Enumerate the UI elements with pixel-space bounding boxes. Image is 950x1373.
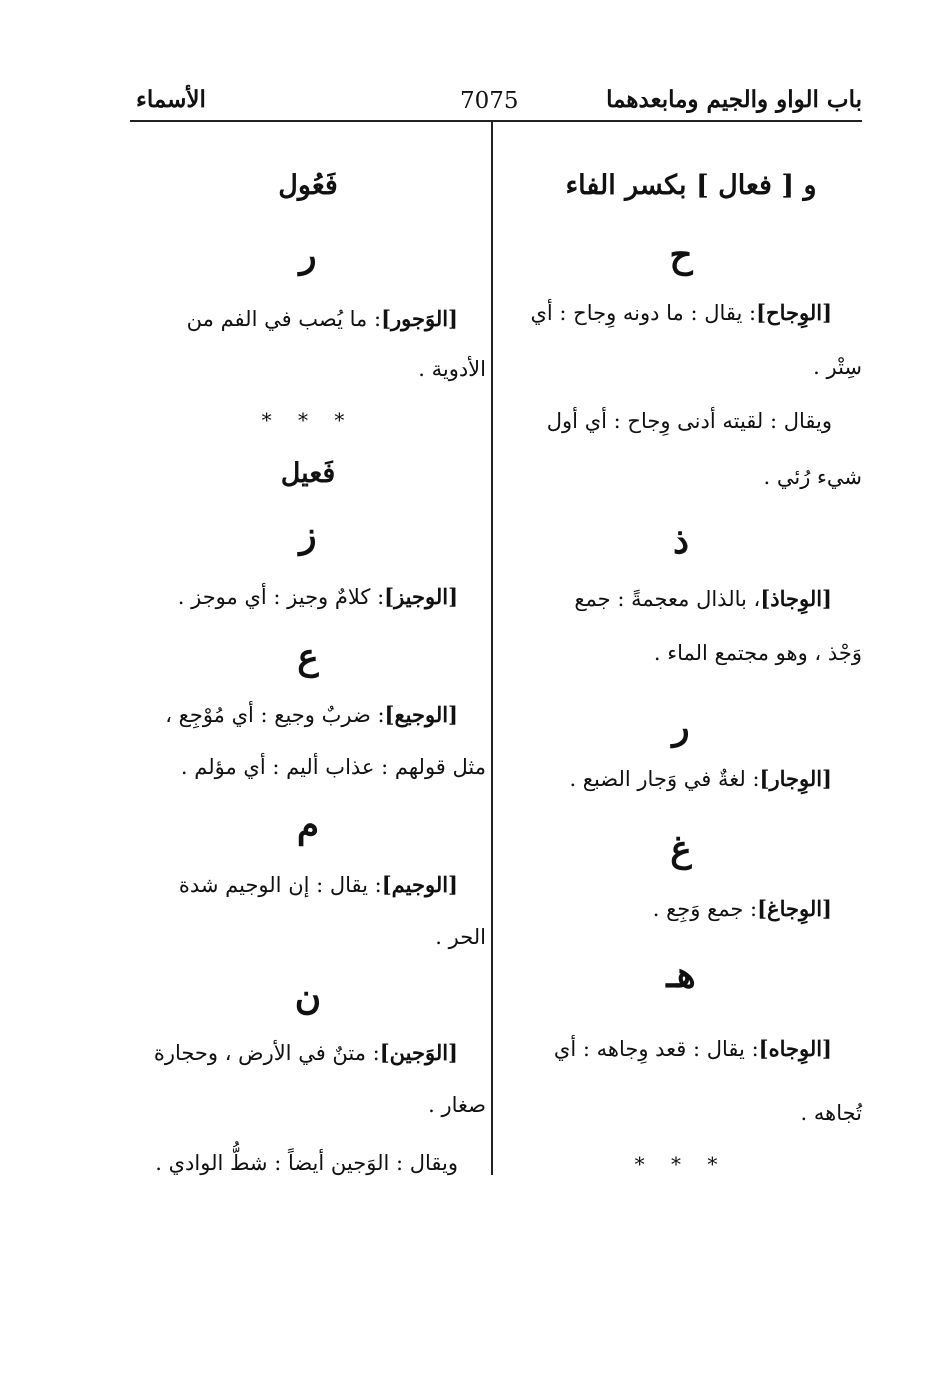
section-separator-stars: * * * [634,1152,728,1176]
entry-wajim-cont: الحر . [435,925,486,949]
section-separator-stars: * * * [261,408,355,432]
entry-wijadh [574,584,832,614]
definition: : متنٌ في الأرض ، وحجارة [153,1041,380,1065]
headword: [الوجيز] [384,584,458,609]
letter-heading-dhal: ذ [672,520,690,562]
definition: : ما يُصب في الفم من [186,307,382,331]
letter-heading-ghayn: غ [670,828,692,870]
entry-wajur-cont: الأدوية . [418,357,486,381]
headword: [الوِجاغ] [757,896,832,921]
entry-wajur [187,304,458,334]
definition: : جمع وَجِع . [652,897,758,921]
headword: [الوجيع] [384,702,458,727]
entry-wajin-2: ويقال : الوَجين أيضاً : شطُّ الوادي . [155,1151,458,1175]
letter-heading-ra: ر [299,234,317,276]
entry-wijah-1-cont: سِتْر . [813,355,862,379]
definition: : يقال : ما دونه وِجاح : أي [530,301,757,325]
letter-heading-ha: ح [669,234,693,276]
headword: [الوِجاذ] [760,586,832,611]
entry-waji [165,700,458,730]
definition: ، بالذال معجمةً : جمع [574,587,761,611]
entry-wijah-2: ويقال : لقيته أدنى وِجاح : أي أول [546,409,832,433]
section-title-fail: فَعيل [280,458,336,489]
entry-waji-cont: مثل قولهم : عذاب أليم : أي مؤلم . [180,755,486,779]
section-title-fial: و [ فعال ] بكسر الفاء [565,170,817,201]
headword: [الوَجور] [381,306,458,331]
definition: : يقال : إن الوجيم شدة [178,873,382,897]
definition: : ضربٌ وجيع : أي مُوْجِع ، [165,703,385,727]
headword: [الوَجين] [379,1040,458,1065]
letter-heading-nun: ن [294,976,322,1018]
headword: [الوِجار] [759,766,832,791]
entry-wijadh-cont: وَجْذ ، وهو مجتمع الماء . [653,641,862,665]
entry-wajin-cont: صغار . [428,1093,486,1117]
section-title-faul: فَعُول [278,170,338,201]
definition: : كلامٌ وجيز : أي موجز . [177,585,385,609]
definition: : لغةٌ في وَجار الضبع . [569,767,760,791]
definition: : يقال : قعد وِجاهه : أي [553,1037,759,1061]
entry-wijar [569,764,832,794]
letter-heading-ra: ر [672,706,690,748]
letter-heading-zay: ز [299,514,317,556]
column-divider [491,122,493,1175]
letter-heading-mim: م [296,804,320,846]
entry-wijah-2-cont: شيء رُئي . [763,465,862,489]
entry-wajim [179,870,458,900]
headword: [الوِجاه] [758,1036,832,1061]
page-header [130,82,862,116]
chapter-title: باب الواو والجيم ومابعدهما [606,86,862,113]
headword: [الوجيم] [381,872,458,897]
entry-wajin [154,1038,458,1068]
entry-wijah-cont: تُجاهه . [800,1101,862,1125]
entry-wajiz [178,582,458,612]
page-number: 7075 [460,88,519,114]
entry-wijagh [653,894,832,924]
letter-heading-haa: هـ [666,954,696,996]
header-rule [130,120,862,122]
letter-heading-ayn: ع [297,636,319,678]
section-running-title: الأسماء [136,86,206,113]
entry-wijah [554,1034,832,1064]
headword: [الوِجاح] [756,300,832,325]
entry-wijah-1 [530,298,832,328]
